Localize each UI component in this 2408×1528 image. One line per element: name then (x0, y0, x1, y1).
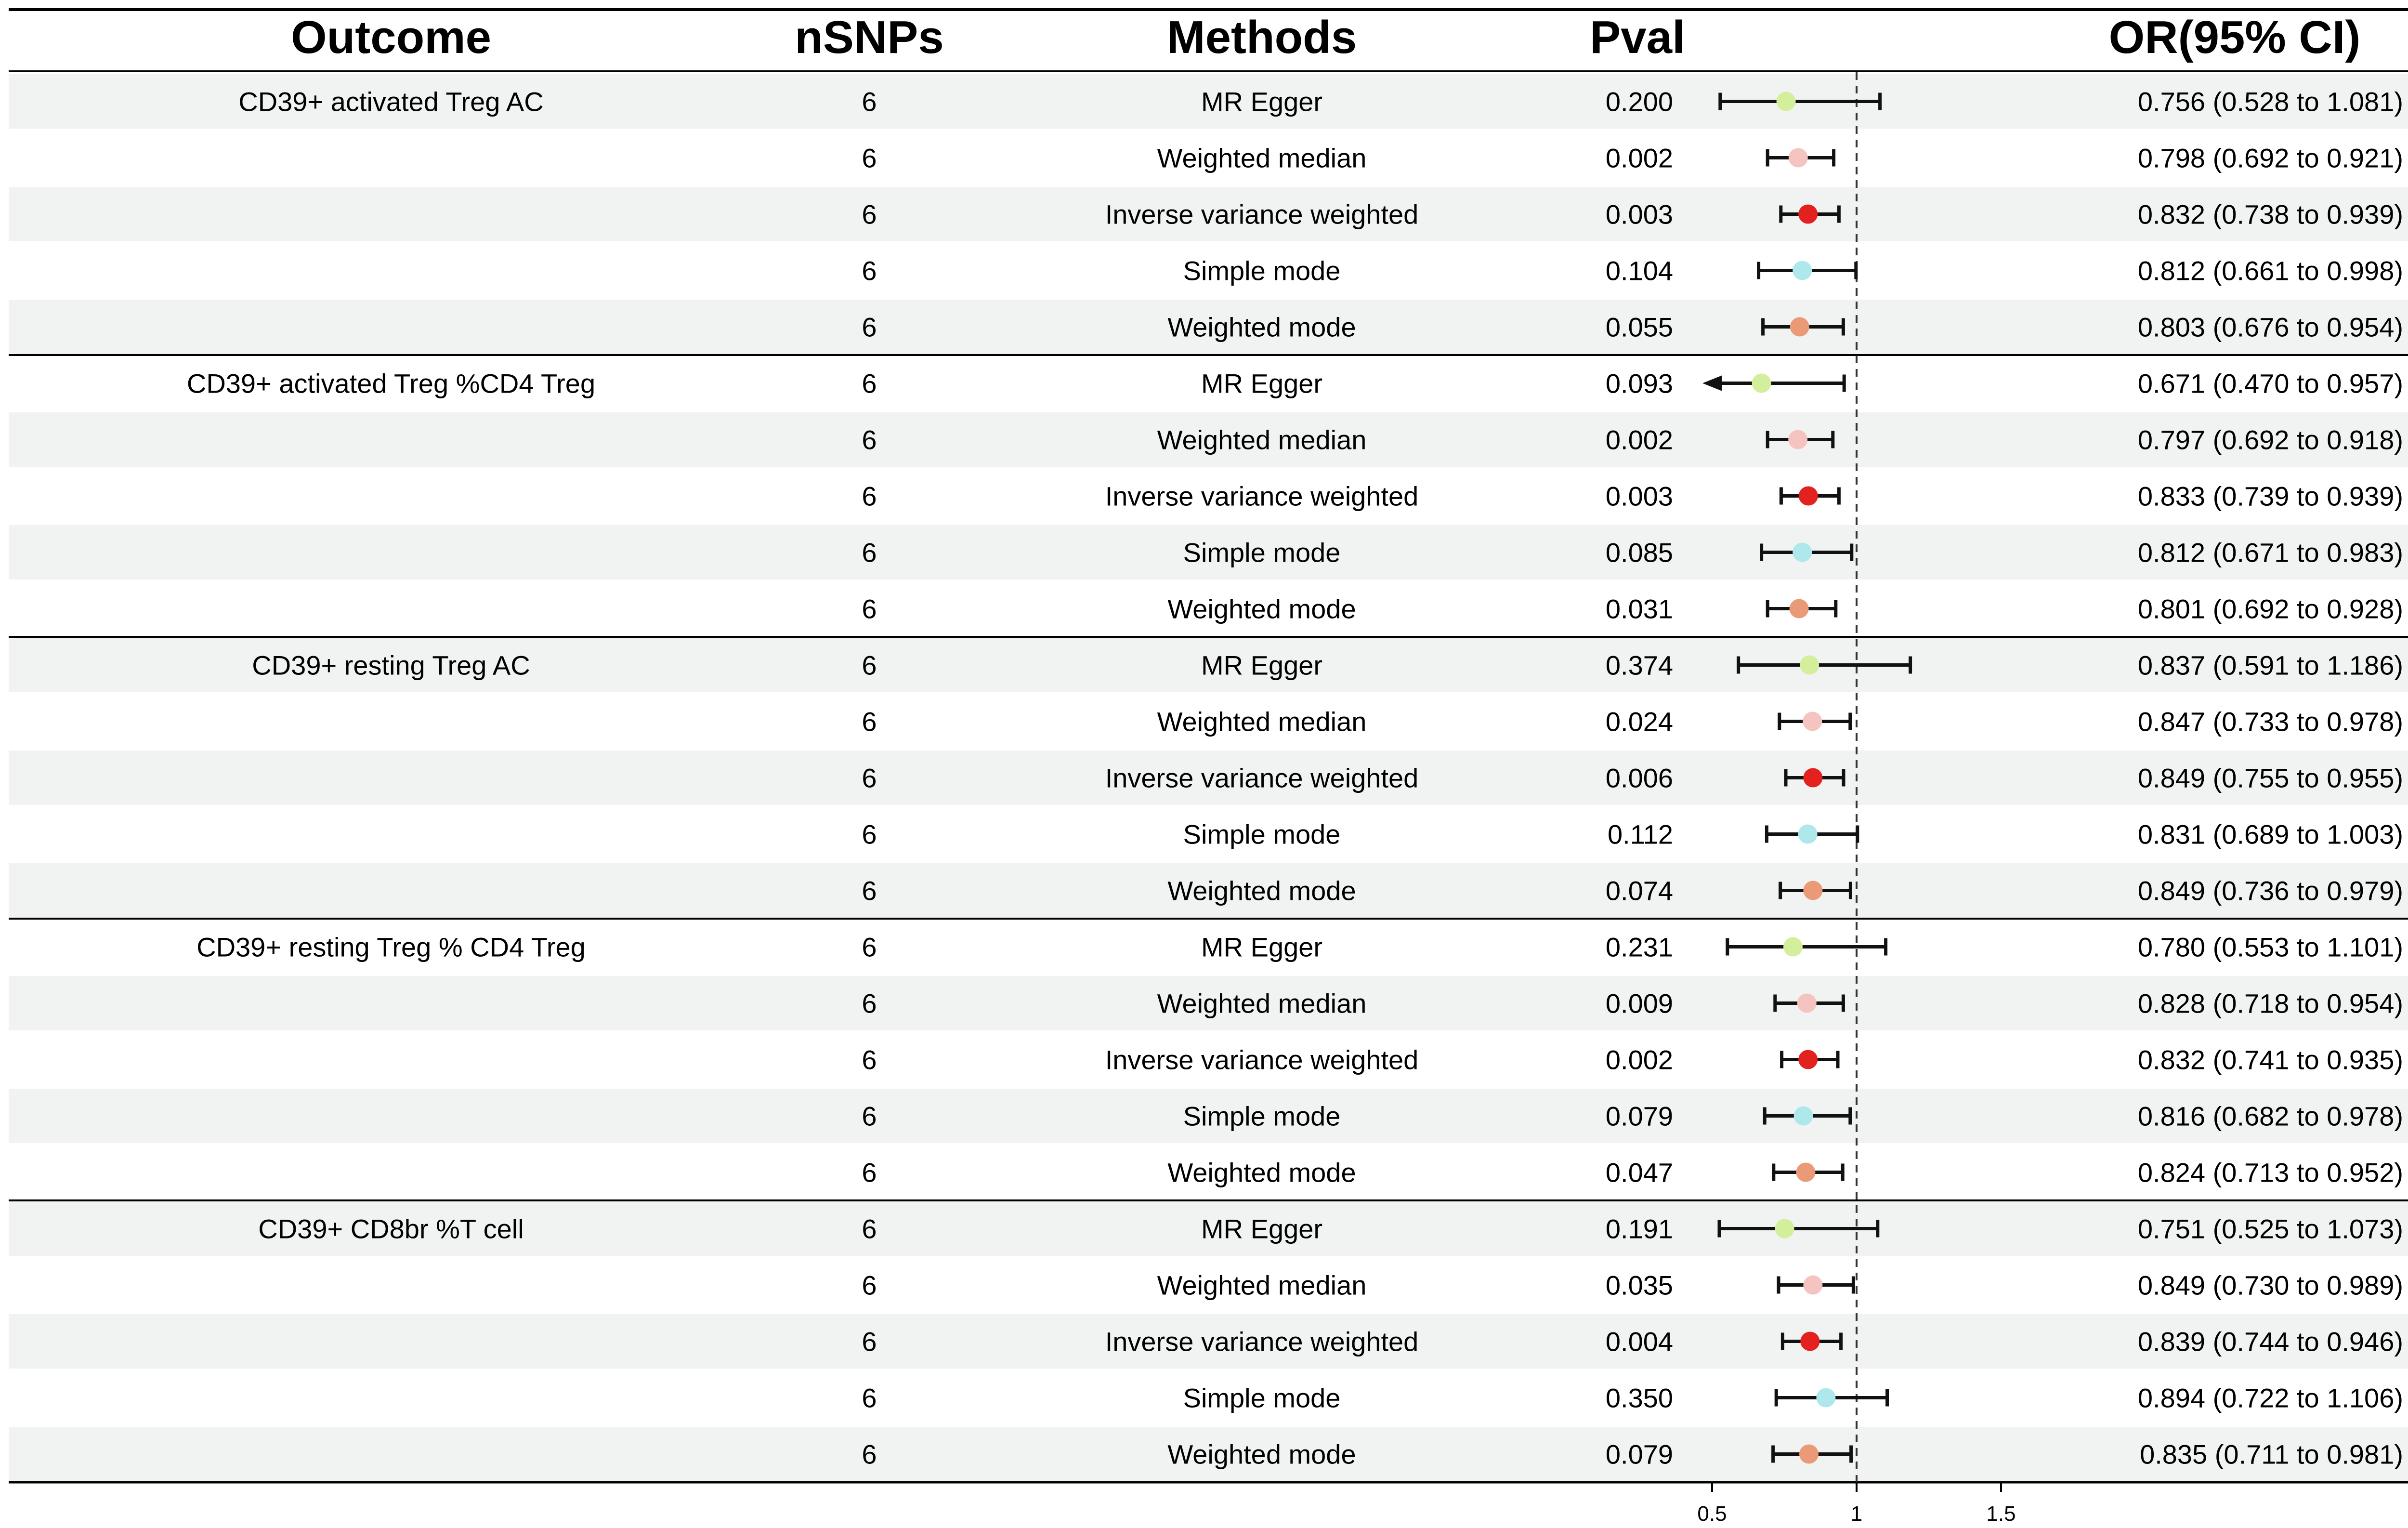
or-ci-cell: 0.803 (0.676 to 0.954) (2137, 312, 2403, 342)
nsnps-cell: 6 (862, 1383, 877, 1413)
pval-cell: 0.031 (1605, 593, 1673, 624)
nsnps-cell: 6 (862, 1157, 877, 1188)
point-estimate (1790, 317, 1809, 337)
method-cell: Weighted median (1157, 706, 1367, 737)
outcome-label: CD39+ activated Treg %CD4 Treg (186, 368, 596, 399)
or-ci-cell: 0.837 (0.591 to 1.186) (2137, 650, 2403, 681)
or-ci-cell: 0.812 (0.661 to 0.998) (2137, 255, 2403, 286)
ci-arrow-left (1702, 376, 1722, 391)
nsnps-cell: 6 (862, 199, 877, 230)
method-cell: Weighted median (1157, 988, 1367, 1019)
point-estimate (1783, 937, 1803, 957)
header-outcome: Outcome (290, 12, 492, 63)
point-estimate (1775, 1219, 1794, 1238)
point-estimate (1789, 148, 1808, 168)
point-estimate (1794, 1106, 1813, 1126)
pval-cell: 0.002 (1605, 424, 1673, 455)
or-ci-cell: 0.824 (0.713 to 0.952) (2137, 1157, 2403, 1188)
pval-cell: 0.047 (1605, 1157, 1673, 1188)
pval-cell: 0.006 (1605, 763, 1673, 793)
method-cell: Inverse variance weighted (1105, 199, 1419, 230)
pval-cell: 0.003 (1605, 481, 1673, 512)
pval-cell: 0.035 (1605, 1270, 1673, 1301)
point-estimate (1798, 1050, 1818, 1069)
or-ci-cell: 0.831 (0.689 to 1.003) (2137, 819, 2403, 850)
method-cell: Weighted median (1157, 424, 1367, 455)
outcome-label: CD39+ activated Treg AC (238, 86, 544, 117)
or-ci-cell: 0.849 (0.736 to 0.979) (2137, 875, 2403, 906)
x-tick-label: 0.5 (1697, 1502, 1727, 1526)
method-cell: Weighted mode (1167, 312, 1356, 342)
point-estimate (1798, 205, 1818, 224)
point-estimate (1799, 1445, 1819, 1464)
header-or: OR(95% CI) (2108, 12, 2361, 63)
or-ci-cell: 0.894 (0.722 to 1.106) (2137, 1383, 2403, 1413)
nsnps-cell: 6 (862, 537, 877, 568)
method-cell: MR Egger (1201, 650, 1323, 681)
nsnps-cell: 6 (862, 1439, 877, 1470)
or-ci-cell: 0.849 (0.730 to 0.989) (2137, 1270, 2403, 1301)
point-estimate (1803, 712, 1822, 731)
point-estimate (1803, 768, 1822, 788)
nsnps-cell: 6 (862, 481, 877, 512)
method-cell: Inverse variance weighted (1105, 763, 1419, 793)
pval-cell: 0.074 (1605, 875, 1673, 906)
pval-cell: 0.350 (1605, 1383, 1673, 1413)
nsnps-cell: 6 (862, 1044, 877, 1075)
outcome-label: CD39+ CD8br %T cell (258, 1213, 524, 1244)
or-ci-cell: 0.828 (0.718 to 0.954) (2137, 988, 2403, 1019)
x-tick-label: 1 (1850, 1502, 1863, 1526)
outcome-label: CD39+ resting Treg AC (252, 650, 530, 681)
pval-cell: 0.079 (1605, 1439, 1673, 1470)
header-nsnps: nSNPs (795, 12, 944, 63)
point-estimate (1803, 881, 1822, 900)
pval-cell: 0.191 (1605, 1213, 1673, 1244)
method-cell: MR Egger (1201, 932, 1323, 962)
header-pval: Pval (1590, 12, 1685, 63)
nsnps-cell: 6 (862, 424, 877, 455)
method-cell: Inverse variance weighted (1105, 481, 1419, 512)
or-ci-cell: 0.849 (0.755 to 0.955) (2137, 763, 2403, 793)
or-ci-cell: 0.797 (0.692 to 0.918) (2137, 424, 2403, 455)
or-ci-cell: 0.756 (0.528 to 1.081) (2137, 86, 2403, 117)
pval-cell: 0.009 (1605, 988, 1673, 1019)
nsnps-cell: 6 (862, 706, 877, 737)
nsnps-cell: 6 (862, 368, 877, 399)
nsnps-cell: 6 (862, 1270, 877, 1301)
nsnps-cell: 6 (862, 1213, 877, 1244)
or-ci-cell: 0.847 (0.733 to 0.978) (2137, 706, 2403, 737)
point-estimate (1799, 487, 1818, 506)
nsnps-cell: 6 (862, 1101, 877, 1132)
nsnps-cell: 6 (862, 988, 877, 1019)
method-cell: MR Egger (1201, 368, 1323, 399)
or-ci-cell: 0.801 (0.692 to 0.928) (2137, 593, 2403, 624)
pval-cell: 0.200 (1605, 86, 1673, 117)
point-estimate (1793, 261, 1812, 280)
nsnps-cell: 6 (862, 593, 877, 624)
method-cell: Weighted mode (1167, 593, 1356, 624)
point-estimate (1790, 599, 1809, 619)
method-cell: MR Egger (1201, 86, 1323, 117)
point-estimate (1803, 1276, 1822, 1295)
or-ci-cell: 0.835 (0.711 to 0.981) (2140, 1439, 2403, 1470)
pval-cell: 0.079 (1605, 1101, 1673, 1132)
method-cell: Simple mode (1183, 1101, 1341, 1132)
method-cell: Inverse variance weighted (1105, 1326, 1419, 1357)
or-ci-cell: 0.816 (0.682 to 0.978) (2137, 1101, 2403, 1132)
point-estimate (1797, 994, 1817, 1013)
nsnps-cell: 6 (862, 932, 877, 962)
method-cell: Simple mode (1183, 819, 1341, 850)
method-cell: Weighted mode (1167, 1439, 1356, 1470)
pval-cell: 0.093 (1605, 368, 1673, 399)
x-axis (1697, 1482, 2015, 1526)
pval-cell: 0.055 (1605, 312, 1673, 342)
or-ci-cell: 0.780 (0.553 to 1.101) (2137, 932, 2403, 962)
nsnps-cell: 6 (862, 143, 877, 173)
point-estimate (1800, 1332, 1819, 1351)
pval-cell: 0.024 (1605, 706, 1673, 737)
method-cell: Simple mode (1183, 1383, 1341, 1413)
method-cell: Simple mode (1183, 537, 1341, 568)
group-separators (9, 355, 2408, 1482)
or-ci-cell: 0.751 (0.525 to 1.073) (2137, 1213, 2403, 1244)
point-estimate (1752, 374, 1771, 393)
pval-cell: 0.004 (1605, 1326, 1673, 1357)
header-methods: Methods (1166, 12, 1357, 63)
nsnps-cell: 6 (862, 312, 877, 342)
method-cell: Simple mode (1183, 255, 1341, 286)
nsnps-cell: 6 (862, 86, 877, 117)
nsnps-cell: 6 (862, 650, 877, 681)
pval-cell: 0.002 (1605, 143, 1673, 173)
pval-cell: 0.002 (1605, 1044, 1673, 1075)
or-ci-cell: 0.839 (0.744 to 0.946) (2137, 1326, 2403, 1357)
or-ci-cell: 0.832 (0.738 to 0.939) (2137, 199, 2403, 230)
nsnps-cell: 6 (862, 819, 877, 850)
point-estimate (1798, 825, 1818, 844)
pval-cell: 0.104 (1605, 255, 1673, 286)
method-cell: Inverse variance weighted (1105, 1044, 1419, 1075)
point-estimate (1800, 656, 1819, 675)
nsnps-cell: 6 (862, 875, 877, 906)
point-estimate (1796, 1163, 1815, 1182)
pval-cell: 0.374 (1605, 650, 1673, 681)
pval-cell: 0.112 (1608, 819, 1673, 850)
or-ci-cell: 0.832 (0.741 to 0.935) (2137, 1044, 2403, 1075)
pval-cell: 0.003 (1605, 199, 1673, 230)
method-cell: Weighted median (1157, 143, 1367, 173)
point-estimate (1816, 1388, 1835, 1408)
nsnps-cell: 6 (862, 255, 877, 286)
point-estimate (1777, 92, 1796, 111)
pval-cell: 0.085 (1605, 537, 1673, 568)
method-cell: Weighted median (1157, 1270, 1367, 1301)
or-ci-cell: 0.812 (0.671 to 0.983) (2137, 537, 2403, 568)
point-estimate (1793, 543, 1812, 562)
or-ci-cell: 0.671 (0.470 to 0.957) (2137, 368, 2403, 399)
method-cell: Weighted mode (1167, 1157, 1356, 1188)
or-ci-cell: 0.833 (0.739 to 0.939) (2137, 481, 2403, 512)
method-cell: Weighted mode (1167, 875, 1356, 906)
outcome-label: CD39+ resting Treg % CD4 Treg (196, 932, 586, 962)
nsnps-cell: 6 (862, 1326, 877, 1357)
point-estimate (1788, 430, 1807, 449)
pval-cell: 0.231 (1605, 932, 1673, 962)
x-tick-label: 1.5 (1986, 1502, 2016, 1526)
nsnps-cell: 6 (862, 763, 877, 793)
method-cell: MR Egger (1201, 1213, 1323, 1244)
or-ci-cell: 0.798 (0.692 to 0.921) (2137, 143, 2403, 173)
